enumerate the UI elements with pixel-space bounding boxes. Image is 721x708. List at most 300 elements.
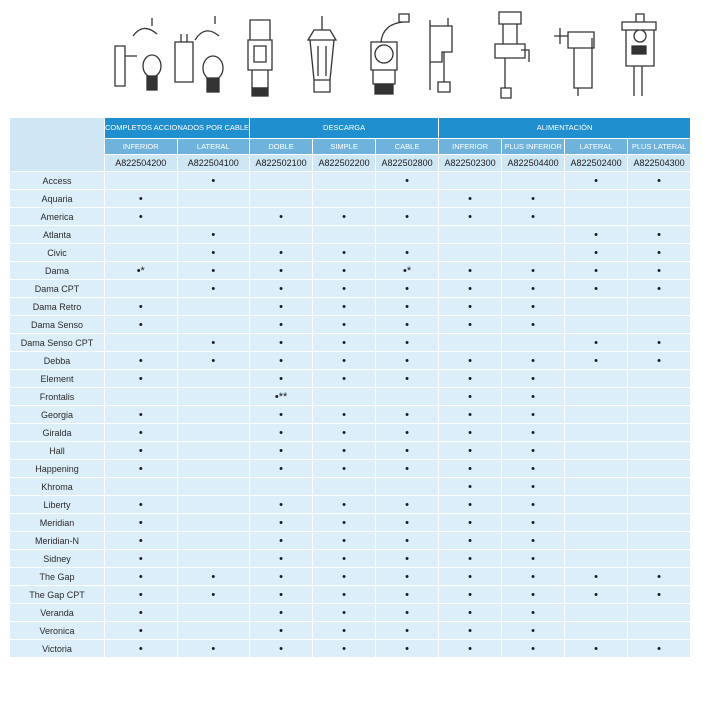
compatibility-cell: • — [502, 622, 564, 639]
compatibility-cell: • — [178, 262, 250, 279]
compatibility-cell: • — [376, 514, 438, 531]
model-name: Georgia — [10, 406, 104, 423]
compatibility-cell: • — [105, 514, 177, 531]
column-code-header: A822502200 — [313, 155, 375, 171]
compatibility-cell: • — [250, 442, 312, 459]
compatibility-cell — [105, 244, 177, 261]
compatibility-cell: • — [502, 262, 564, 279]
plus-inferior-fill-valve-image — [481, 4, 541, 108]
compatibility-cell — [105, 478, 177, 495]
compatibility-cell — [105, 280, 177, 297]
table-row — [10, 406, 690, 423]
compatibility-cell — [178, 208, 250, 225]
compatibility-cell: • — [178, 640, 250, 657]
model-name: Liberty — [10, 496, 104, 513]
compatibility-cell — [178, 550, 250, 567]
compatibility-cell: • — [105, 568, 177, 585]
compatibility-cell — [439, 334, 501, 351]
column-type-header: SIMPLE — [313, 139, 375, 154]
code-header-row — [10, 155, 690, 171]
compatibility-cell: • — [439, 622, 501, 639]
compatibility-cell: • — [105, 622, 177, 639]
compatibility-cell: • — [439, 280, 501, 297]
compatibility-cell: • — [250, 460, 312, 477]
compatibility-cell — [313, 226, 375, 243]
compatibility-cell — [178, 604, 250, 621]
compatibility-cell: • — [502, 604, 564, 621]
compatibility-cell — [628, 316, 690, 333]
table-row — [10, 496, 690, 513]
table-row — [10, 334, 690, 351]
compatibility-cell: • — [439, 460, 501, 477]
compatibility-cell: • — [439, 406, 501, 423]
column-type-header: PLUS INFERIOR — [502, 139, 564, 154]
compatibility-cell: • — [502, 424, 564, 441]
compatibility-cell: • — [313, 370, 375, 387]
compatibility-cell: • — [628, 586, 690, 603]
compatibility-cell: • — [439, 604, 501, 621]
compatibility-cell — [178, 496, 250, 513]
compatibility-cell: • — [313, 514, 375, 531]
compatibility-cell: • — [565, 586, 627, 603]
group-header: DESCARGA — [250, 118, 438, 138]
model-name: America — [10, 208, 104, 225]
table-row — [10, 370, 690, 387]
compatibility-cell: • — [313, 622, 375, 639]
table-row — [10, 460, 690, 477]
table-row — [10, 514, 690, 531]
table-row — [10, 226, 690, 243]
compatibility-cell — [178, 190, 250, 207]
compatibility-cell: • — [178, 334, 250, 351]
compatibility-cell: • — [250, 316, 312, 333]
compatibility-cell — [313, 388, 375, 405]
compatibility-cell — [565, 406, 627, 423]
model-name: The Gap — [10, 568, 104, 585]
table-row — [10, 352, 690, 369]
compatibility-cell: • — [250, 208, 312, 225]
compatibility-cell — [376, 226, 438, 243]
compatibility-cell — [178, 370, 250, 387]
compatibility-cell: • — [376, 622, 438, 639]
compatibility-cell: •* — [105, 262, 177, 279]
compatibility-cell — [178, 622, 250, 639]
column-type-header: INFERIOR — [439, 139, 501, 154]
compatibility-cell: • — [565, 568, 627, 585]
compatibility-cell — [628, 478, 690, 495]
compatibility-cell: • — [376, 406, 438, 423]
model-name: Meridian — [10, 514, 104, 531]
compatibility-cell — [628, 460, 690, 477]
compatibility-cell: • — [502, 208, 564, 225]
compatibility-cell: • — [313, 334, 375, 351]
compatibility-cell — [565, 460, 627, 477]
compatibility-cell: • — [376, 208, 438, 225]
compatibility-cell: • — [502, 370, 564, 387]
cable-lateral-mechanism-image — [167, 4, 227, 108]
compatibility-cell — [178, 532, 250, 549]
compatibility-cell — [628, 388, 690, 405]
table-row — [10, 298, 690, 315]
lateral-fill-valve-image — [544, 4, 604, 108]
compatibility-cell — [178, 514, 250, 531]
compatibility-cell — [178, 406, 250, 423]
table-row — [10, 442, 690, 459]
compatibility-cell: •* — [376, 262, 438, 279]
model-name: Aquaria — [10, 190, 104, 207]
compatibility-cell: • — [502, 280, 564, 297]
compatibility-cell: • — [502, 352, 564, 369]
table-row — [10, 172, 690, 189]
compatibility-cell: • — [178, 352, 250, 369]
compatibility-cell: • — [376, 316, 438, 333]
group-header-row — [10, 118, 690, 138]
compatibility-cell: • — [565, 226, 627, 243]
compatibility-cell: • — [439, 550, 501, 567]
compatibility-table — [9, 117, 691, 658]
compatibility-cell — [250, 190, 312, 207]
compatibility-cell: • — [105, 604, 177, 621]
compatibility-cell — [628, 190, 690, 207]
compatibility-cell: • — [178, 244, 250, 261]
compatibility-cell — [628, 514, 690, 531]
compatibility-cell — [178, 298, 250, 315]
compatibility-cell — [178, 424, 250, 441]
column-code-header: A822502100 — [250, 155, 312, 171]
column-type-header: INFERIOR — [105, 139, 177, 154]
compatibility-cell — [628, 208, 690, 225]
model-name: Access — [10, 172, 104, 189]
model-name: Civic — [10, 244, 104, 261]
compatibility-cell: • — [376, 532, 438, 549]
compatibility-cell — [565, 550, 627, 567]
compatibility-cell: • — [376, 568, 438, 585]
column-type-header: DOBLE — [250, 139, 312, 154]
compatibility-cell: • — [502, 496, 564, 513]
compatibility-cell: • — [628, 352, 690, 369]
compatibility-cell: • — [628, 244, 690, 261]
model-name: The Gap CPT — [10, 586, 104, 603]
compatibility-cell: • — [502, 532, 564, 549]
compatibility-cell: • — [250, 496, 312, 513]
compatibility-cell — [565, 190, 627, 207]
compatibility-cell: • — [628, 226, 690, 243]
plus-lateral-fill-valve-image — [608, 4, 668, 108]
compatibility-cell: • — [565, 280, 627, 297]
compatibility-cell: • — [250, 280, 312, 297]
compatibility-cell: • — [313, 208, 375, 225]
compatibility-cell: • — [502, 190, 564, 207]
compatibility-cell: • — [250, 262, 312, 279]
compatibility-cell: • — [250, 514, 312, 531]
compatibility-cell: • — [376, 586, 438, 603]
table-row — [10, 640, 690, 657]
compatibility-cell: • — [105, 352, 177, 369]
compatibility-cell: • — [565, 352, 627, 369]
compatibility-cell: • — [565, 172, 627, 189]
compatibility-cell: • — [439, 190, 501, 207]
table-row — [10, 622, 690, 639]
compatibility-cell — [178, 388, 250, 405]
compatibility-cell: • — [250, 604, 312, 621]
compatibility-cell: • — [376, 352, 438, 369]
compatibility-cell: • — [439, 262, 501, 279]
compatibility-cell: • — [628, 334, 690, 351]
model-name: Atlanta — [10, 226, 104, 243]
compatibility-cell — [178, 442, 250, 459]
compatibility-cell — [250, 172, 312, 189]
doble-flush-valve-image — [230, 4, 290, 108]
compatibility-cell — [439, 172, 501, 189]
compatibility-cell — [178, 478, 250, 495]
compatibility-cell: • — [565, 262, 627, 279]
cable-flush-valve-image — [355, 4, 415, 108]
compatibility-cell: • — [376, 460, 438, 477]
model-name: Happening — [10, 460, 104, 477]
table-row — [10, 262, 690, 279]
column-code-header: A822502400 — [565, 155, 627, 171]
compatibility-cell: • — [313, 298, 375, 315]
table-row — [10, 316, 690, 333]
model-name: Hall — [10, 442, 104, 459]
compatibility-cell: • — [313, 244, 375, 261]
model-name: Giralda — [10, 424, 104, 441]
compatibility-cell: • — [105, 406, 177, 423]
compatibility-cell: • — [628, 568, 690, 585]
compatibility-cell: • — [439, 478, 501, 495]
compatibility-cell: • — [250, 532, 312, 549]
compatibility-cell: • — [502, 514, 564, 531]
compatibility-cell — [565, 622, 627, 639]
compatibility-cell: • — [313, 604, 375, 621]
compatibility-cell: • — [628, 262, 690, 279]
compatibility-cell — [178, 460, 250, 477]
compatibility-cell: • — [178, 586, 250, 603]
compatibility-cell: • — [313, 460, 375, 477]
compatibility-cell — [502, 226, 564, 243]
table-row — [10, 478, 690, 495]
compatibility-cell — [628, 298, 690, 315]
compatibility-cell: • — [105, 532, 177, 549]
compatibility-cell — [376, 190, 438, 207]
compatibility-cell: • — [628, 280, 690, 297]
compatibility-cell — [628, 442, 690, 459]
table-row — [10, 244, 690, 261]
column-code-header: A822504400 — [502, 155, 564, 171]
compatibility-cell: • — [250, 568, 312, 585]
compatibility-cell: • — [105, 370, 177, 387]
compatibility-cell: • — [439, 586, 501, 603]
compatibility-cell — [178, 316, 250, 333]
compatibility-cell: • — [502, 550, 564, 567]
compatibility-cell: • — [439, 424, 501, 441]
model-name: Veranda — [10, 604, 104, 621]
compatibility-cell: • — [105, 586, 177, 603]
compatibility-cell: • — [250, 640, 312, 657]
compatibility-cell: • — [313, 442, 375, 459]
compatibility-cell: • — [376, 172, 438, 189]
compatibility-cell: • — [105, 316, 177, 333]
compatibility-cell — [628, 622, 690, 639]
compatibility-cell — [105, 388, 177, 405]
simple-flush-valve-image — [292, 4, 352, 108]
compatibility-cell: • — [313, 280, 375, 297]
compatibility-cell: • — [439, 514, 501, 531]
compatibility-cell — [628, 406, 690, 423]
compatibility-cell: •** — [250, 388, 312, 405]
table-row — [10, 586, 690, 603]
compatibility-cell: • — [313, 550, 375, 567]
compatibility-cell — [565, 604, 627, 621]
compatibility-cell — [313, 190, 375, 207]
compatibility-cell: • — [376, 370, 438, 387]
compatibility-cell — [250, 226, 312, 243]
compatibility-cell — [565, 532, 627, 549]
table-row — [10, 190, 690, 207]
compatibility-cell: • — [565, 334, 627, 351]
compatibility-cell: • — [376, 244, 438, 261]
compatibility-cell: • — [105, 208, 177, 225]
group-header: ALIMENTACIÓN — [439, 118, 690, 138]
compatibility-cell: • — [105, 496, 177, 513]
compatibility-cell — [439, 226, 501, 243]
compatibility-cell — [313, 478, 375, 495]
model-name: Victoria — [10, 640, 104, 657]
column-code-header: A822504200 — [105, 155, 177, 171]
compatibility-cell: • — [250, 424, 312, 441]
model-name: Veronica — [10, 622, 104, 639]
product-images-strip — [103, 0, 721, 110]
compatibility-cell: • — [565, 640, 627, 657]
compatibility-cell — [565, 424, 627, 441]
column-code-header: A822504100 — [178, 155, 250, 171]
compatibility-cell — [105, 334, 177, 351]
table-row — [10, 532, 690, 549]
compatibility-cell: • — [105, 640, 177, 657]
compatibility-cell: • — [502, 406, 564, 423]
compatibility-cell — [502, 244, 564, 261]
compatibility-cell — [628, 496, 690, 513]
compatibility-cell: • — [502, 298, 564, 315]
compatibility-cell: • — [313, 424, 375, 441]
compatibility-cell — [565, 388, 627, 405]
column-type-header: PLUS LATERAL — [628, 139, 690, 154]
column-type-header: CABLE — [376, 139, 438, 154]
compatibility-cell: • — [376, 298, 438, 315]
compatibility-cell: • — [376, 550, 438, 567]
compatibility-cell: • — [313, 352, 375, 369]
group-header: COMPLETOS ACCIONADOS POR CABLE — [105, 118, 249, 138]
compatibility-cell: • — [439, 352, 501, 369]
compatibility-cell: • — [439, 298, 501, 315]
column-code-header: A822502300 — [439, 155, 501, 171]
compatibility-cell: • — [178, 280, 250, 297]
compatibility-cell — [565, 298, 627, 315]
table-body — [10, 172, 690, 657]
compatibility-cell: • — [628, 172, 690, 189]
inferior-fill-valve-image — [418, 4, 478, 108]
compatibility-cell: • — [502, 460, 564, 477]
corner-cell — [10, 118, 104, 171]
compatibility-cell: • — [313, 532, 375, 549]
model-name: Dama Retro — [10, 298, 104, 315]
compatibility-cell: • — [439, 208, 501, 225]
compatibility-cell: • — [313, 586, 375, 603]
compatibility-cell: • — [105, 460, 177, 477]
compatibility-cell — [376, 388, 438, 405]
compatibility-cell: • — [376, 424, 438, 441]
table-row — [10, 568, 690, 585]
model-name: Element — [10, 370, 104, 387]
compatibility-cell: • — [178, 172, 250, 189]
compatibility-cell: • — [439, 442, 501, 459]
compatibility-cell: • — [502, 586, 564, 603]
compatibility-cell — [565, 316, 627, 333]
compatibility-cell — [313, 172, 375, 189]
compatibility-cell: • — [502, 568, 564, 585]
compatibility-cell: • — [376, 280, 438, 297]
compatibility-cell — [628, 604, 690, 621]
compatibility-cell: • — [439, 388, 501, 405]
table-row — [10, 604, 690, 621]
model-name: Frontalis — [10, 388, 104, 405]
compatibility-cell — [565, 208, 627, 225]
column-type-header: LATERAL — [565, 139, 627, 154]
compatibility-cell: • — [376, 442, 438, 459]
compatibility-cell: • — [502, 388, 564, 405]
compatibility-cell: • — [250, 298, 312, 315]
column-code-header: A822502800 — [376, 155, 438, 171]
compatibility-cell — [439, 244, 501, 261]
compatibility-cell — [628, 370, 690, 387]
compatibility-cell: • — [439, 532, 501, 549]
compatibility-cell — [628, 424, 690, 441]
table-row — [10, 388, 690, 405]
model-name: Dama CPT — [10, 280, 104, 297]
compatibility-cell: • — [178, 568, 250, 585]
compatibility-cell: • — [439, 496, 501, 513]
column-code-header: A822504300 — [628, 155, 690, 171]
table-row — [10, 280, 690, 297]
type-header-row — [10, 139, 690, 154]
table-row — [10, 550, 690, 567]
cable-inferior-mechanism-image — [105, 4, 165, 108]
compatibility-cell: • — [439, 316, 501, 333]
model-name: Dama Senso — [10, 316, 104, 333]
compatibility-cell — [628, 532, 690, 549]
compatibility-cell — [250, 478, 312, 495]
compatibility-cell — [376, 478, 438, 495]
compatibility-cell — [565, 496, 627, 513]
compatibility-cell: • — [502, 640, 564, 657]
compatibility-cell: • — [313, 316, 375, 333]
compatibility-cell — [628, 550, 690, 567]
compatibility-cell: • — [313, 406, 375, 423]
compatibility-cell: • — [105, 550, 177, 567]
compatibility-cell: • — [565, 244, 627, 261]
compatibility-cell: • — [105, 442, 177, 459]
model-name: Dama Senso CPT — [10, 334, 104, 351]
model-name: Debba — [10, 352, 104, 369]
compatibility-cell — [565, 370, 627, 387]
compatibility-cell: • — [178, 226, 250, 243]
compatibility-cell: • — [628, 640, 690, 657]
table-row — [10, 208, 690, 225]
compatibility-cell — [502, 172, 564, 189]
compatibility-cell — [502, 334, 564, 351]
compatibility-cell — [565, 514, 627, 531]
compatibility-cell: • — [250, 586, 312, 603]
